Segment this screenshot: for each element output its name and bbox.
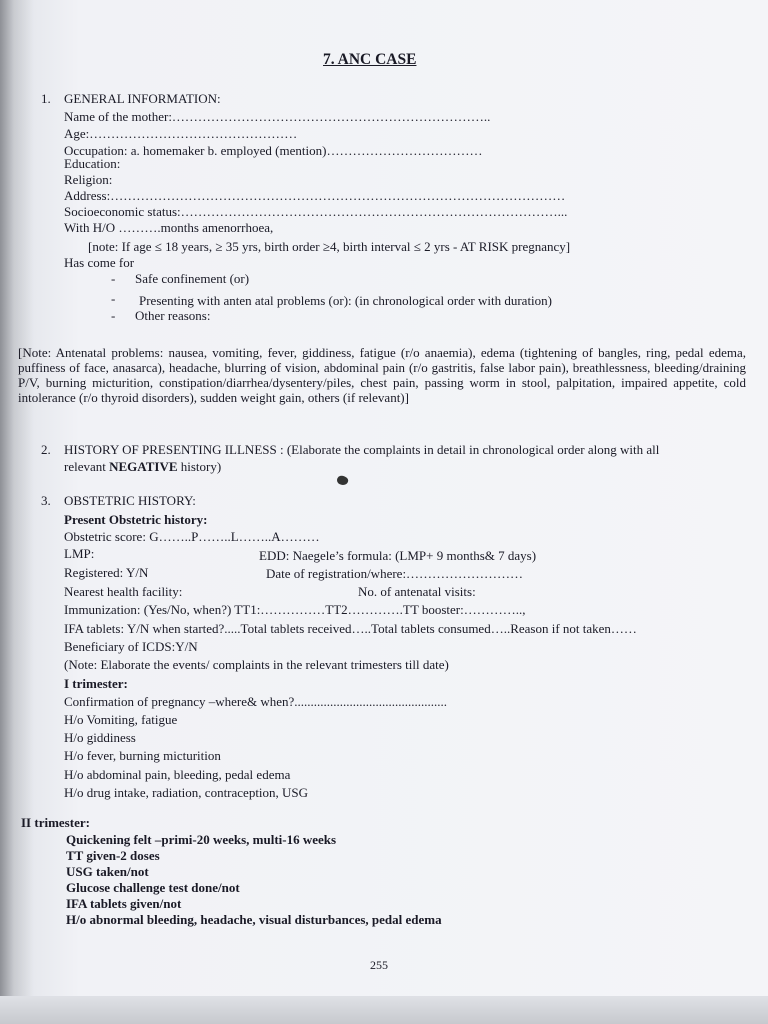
- list-item: H/o drug intake, radiation, contraception, USG: [64, 785, 309, 800]
- reason-antenatal-problems: Presenting with anten atal problems (or): (in chronological order with duration): [139, 293, 552, 308]
- bullet-dash: -: [111, 271, 116, 286]
- icds-beneficiary: Beneficiary of ICDS:Y/N: [64, 639, 198, 654]
- list-item: USG taken/not: [66, 864, 149, 879]
- list-item: H/o abnormal bleeding, headache, visual disturbances, pedal edema: [66, 912, 442, 927]
- reason-other: Other reasons:: [135, 308, 211, 323]
- registered: Registered: Y/N: [64, 565, 149, 580]
- section-2-continuation: relevant NEGATIVE history): [64, 459, 222, 474]
- field-socioeconomic: Socioeconomic status:……………………………………………………………………………...: [64, 204, 568, 219]
- list-item: H/o fever, burning micturition: [64, 748, 221, 763]
- field-occupation: Occupation: a. homemaker b. employed (mention)………………………………: [64, 143, 483, 158]
- page-title: 7. ANC CASE: [323, 51, 417, 68]
- antenatal-problems-note: [Note: Antenatal problems: nausea, vomiting, fever, giddiness, fatigue (r/o anaemia), edema (tightening of bangles, ring, pedal edema, puffiness of face, anasarca), headache, blurring of vision, abdominal pain (r/o gastritis, false labor pain), breathlessness, bleeding/draining P/V, burning micturition, constipation/diarrhea/dysentery/piles, chest pain, passing worm in stool, palpitation, impaired appetite, cold intolerance (r/o thyroid disorders), sudden weight gain, others (if relevant)]: [18, 345, 746, 405]
- nearest-facility: Nearest health facility:: [64, 584, 183, 599]
- field-education: Education:: [64, 156, 121, 171]
- bullet-dash: -: [111, 291, 116, 306]
- section-3-heading: OBSTETRIC HISTORY:: [64, 493, 196, 508]
- list-item: H/o giddiness: [64, 730, 136, 745]
- reason-safe-confinement: Safe confinement (or): [135, 271, 250, 286]
- section-3-number: 3.: [41, 493, 51, 508]
- ifa-tablets: IFA tablets: Y/N when started?.....Total tablets received…..Total tablets consumed…..Reason if not taken……: [64, 621, 637, 636]
- present-obstetric-heading: Present Obstetric history:: [64, 512, 208, 527]
- field-age: Age:…………………………………………: [64, 126, 298, 141]
- second-trimester-heading: II trimester:: [21, 815, 90, 830]
- section-1-number: 1.: [41, 91, 51, 106]
- list-item: Glucose challenge test done/not: [66, 880, 240, 895]
- section-2-heading: HISTORY OF PRESENTING ILLNESS : (Elaborate the complaints in detail in chronological order along with all: [64, 442, 660, 457]
- list-item: TT given-2 doses: [66, 848, 160, 863]
- list-item: Quickening felt –primi-20 weeks, multi-16 weeks: [66, 832, 337, 847]
- field-mother-name: Name of the mother:………………………………………………………………..: [64, 109, 491, 124]
- immunization: Immunization: (Yes/No, when?) TT1:……………TT2………….TT booster:…………..,: [64, 602, 526, 617]
- field-amenorrhoea: With H/O ……….months amenorrhoea,: [64, 220, 274, 235]
- antenatal-visits: No. of antenatal visits:: [358, 584, 476, 599]
- field-religion: Religion:: [64, 172, 113, 187]
- section-2-number: 2.: [41, 442, 51, 457]
- field-address: Address:……………………………………………………………………………………………: [64, 188, 566, 203]
- list-item: H/o abdominal pain, bleeding, pedal edema: [64, 767, 291, 782]
- obstetric-score: Obstetric score: G……..P……..L……..A………: [64, 529, 320, 544]
- bullet-dash: -: [111, 308, 116, 323]
- has-come-for: Has come for: [64, 255, 135, 270]
- first-trimester-heading: I trimester:: [64, 676, 128, 691]
- list-item: H/o Vomiting, fatigue: [64, 712, 178, 727]
- list-item: IFA tablets given/not: [66, 896, 182, 911]
- edd-formula: EDD: Naegele’s formula: (LMP+ 9 months& 7 days): [259, 548, 537, 563]
- trimester-note: (Note: Elaborate the events/ complaints in the relevant trimesters till date): [64, 657, 449, 672]
- list-item: Confirmation of pregnancy –where& when?...............................................: [64, 694, 448, 709]
- at-risk-note: [note: If age ≤ 18 years, ≥ 35 yrs, birth order ≥4, birth interval ≤ 2 yrs - AT RISK pregnancy]: [88, 239, 571, 254]
- lmp-label: LMP:: [64, 546, 95, 561]
- page-number: 255: [370, 958, 388, 972]
- section-1-heading: GENERAL INFORMATION:: [64, 91, 221, 106]
- page-edge: [0, 996, 768, 1024]
- registration-date: Date of registration/where:………………………: [266, 566, 524, 581]
